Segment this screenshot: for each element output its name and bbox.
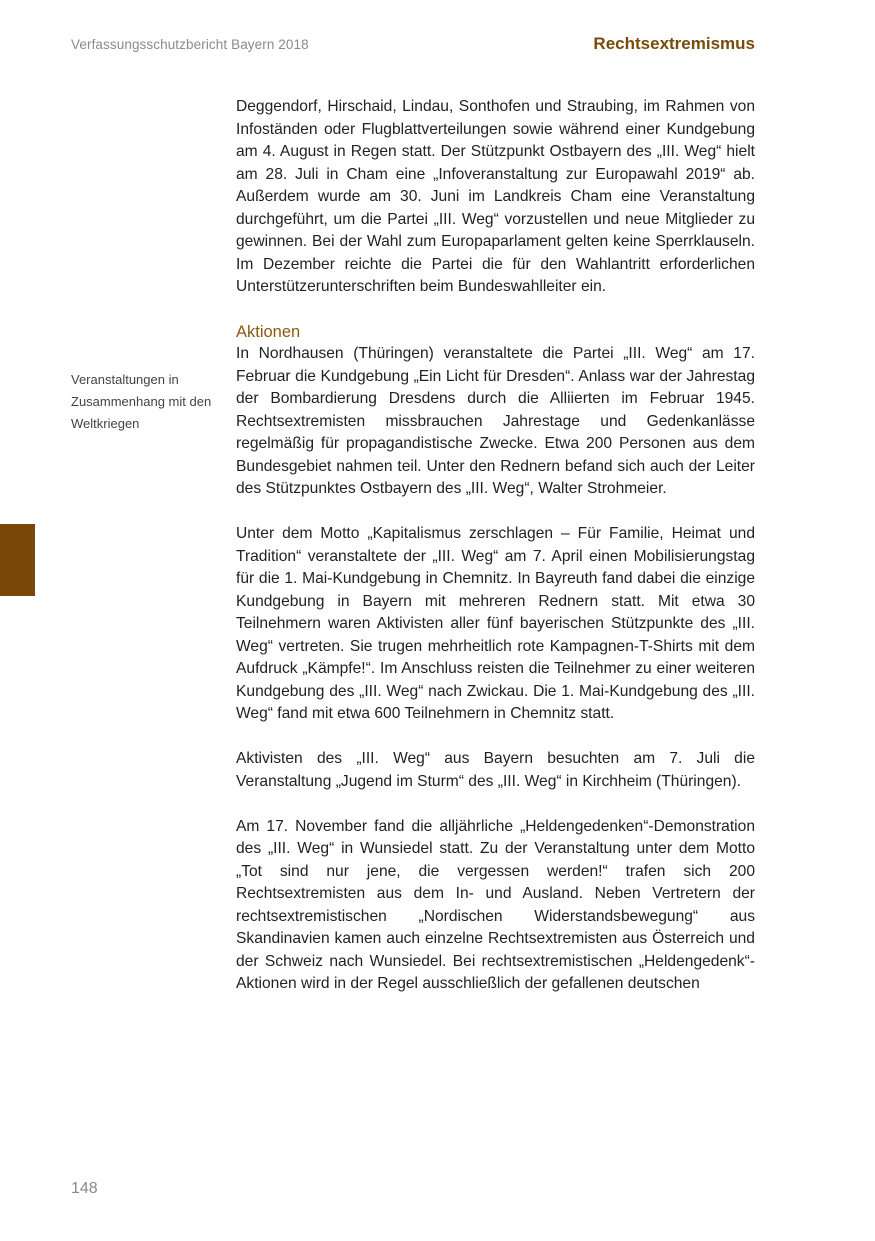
paragraph-kapitalismus: Unter dem Motto „Kapitalismus zerschlagen – Für Familie, Heimat und Tradition“ veranstaltete der „III. Weg“ am 7. April einen Mobilisierungstag für die 1. Mai-Kundgebung in Chemnitz. In Bayreuth fand dabei die einzige Kundgebung in Bayern mit mehreren Rednern statt. Mit etwa 30 Teilnehmern waren Aktivisten aller fünf bayerischen Stützpunkte des „III. Weg“ vertreten. Sie trugen mehrheitlich rote Kampagnen-T-Shirts mit dem Aufdruck „Kämpfe!“. Im Anschluss reisten die Teilnehmer zu einer weiteren Kundgebung des „III. Weg“ nach Zwickau. Die 1. Mai-Kundgebung des „III. Weg“ fand mit etwa 600 Teilnehmern in Chemnitz statt. [236, 525, 755, 722]
main-text [236, 96, 755, 996]
running-header-section: Rechtsextremismus [593, 34, 755, 53]
paragraph-nordhausen: In Nordhausen (Thüringen) veranstaltete die Partei „III. Weg“ am 17. Februar die Kundgebung „Ein Licht für Dresden“. Anlass war der Jahrestag der Bombardierung Dresdens durch die Alliierten im Februar 1945. Rechtsextremisten missbrauchen Jahrestage und Gedenkanlässe regelmäßig für propagandistische Zwecke. Etwa 200 Personen aus dem Bundesgebiet nahmen teil. Unter den Rednern befand sich auch der Leiter des Stützpunktes Ostbayern des „III. Weg“, Walter Strohmeier. [236, 345, 755, 497]
paragraph-intro: Deggendorf, Hirschaid, Lindau, Sonthofen und Straubing, im Rahmen von Infoständen oder Flugblattverteilungen sowie während einer Kundgebung am 4. August in Regen statt. Der Stützpunkt Ostbayern des „III. Weg“ hielt am 28. Juli in Cham eine „Infoveranstaltung zur Europawahl 2019“ ab. Außerdem wurde am 30. Juni im Landkreis Cham eine Veranstaltung durchgeführt, um die Partei „III. Weg“ vorzustellen und neue Mitglieder zu gewinnen. Bei der Wahl zum Europaparlament gelten keine Sperrklauseln. Im Dezember reichte die Partei die für den Wahlantritt erforderlichen Unterstützerunterschriften beim Bundeswahlleiter ein. [236, 98, 755, 295]
paragraph-heldengedenken: Am 17. November fand die alljährliche „Heldengedenken“-Demonstration des „III. Weg“ in Wunsiedel statt. Zu der Veranstaltung unter dem Motto „Tot sind nur jene, die vergessen werden!“ trafen sich 200 Rechtsextremisten aus dem In- und Ausland. Neben Vertretern der rechtsextremistischen „Nordischen Widerstandsbewegung“ aus Skandinavien kamen auch einzelne Rechtsextremisten aus Österreich und der Schweiz nach Wunsiedel. Bei rechtsextremistischen „Heldengedenk“-Aktionen wird in der Regel ausschließlich der gefallenen deutschen [236, 817, 755, 992]
section-heading-aktionen: Aktionen [236, 323, 301, 341]
running-header-title: Verfassungsschutzbericht Bayern 2018 [71, 37, 309, 52]
page-number: 148 [71, 1180, 98, 1197]
chapter-tab-marker [0, 524, 35, 596]
paragraph-jugend-im-sturm: Aktivisten des „III. Weg“ aus Bayern besuchten am 7. Juli die Veranstaltung „Jugend im Sturm“ des „III. Weg“ in Kirchheim (Thüringen). [236, 750, 755, 790]
margin-note: Veranstaltungen in Zusammenhang mit den Weltkriegen [71, 372, 212, 431]
